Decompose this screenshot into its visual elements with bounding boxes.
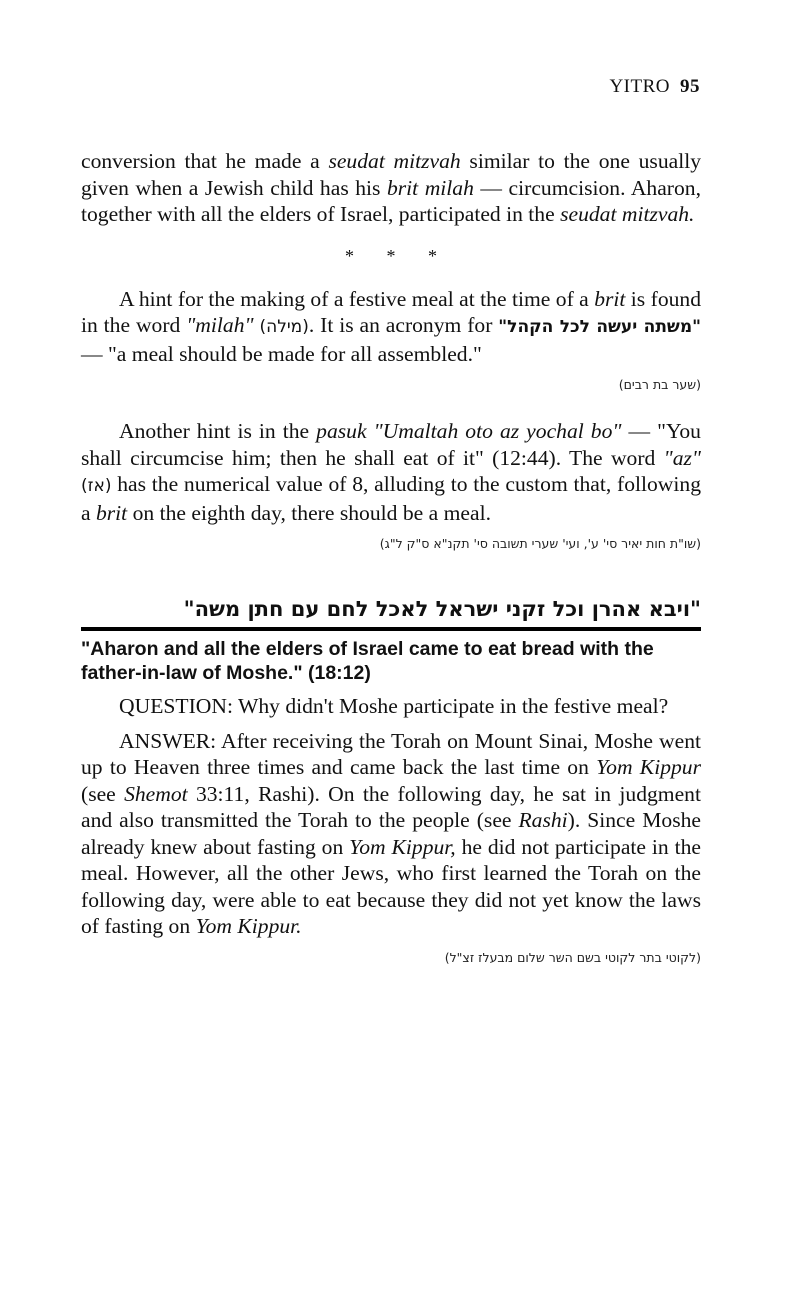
heading-rule: [81, 627, 701, 631]
paragraph-answer: [81, 728, 701, 940]
para2-italic-2: "milah": [186, 313, 254, 337]
page-number: 95: [680, 76, 700, 97]
para1-text-3: — circumcision. Aharon, together with all the elders of Israel, participated in the: [81, 175, 701, 226]
paragraph-conversion: [81, 148, 701, 228]
answer-italic-3: Rashi: [518, 808, 568, 832]
para2-text-1: A hint for the making of a festive meal at the time of a: [119, 286, 595, 311]
hebrew-acronym: "משתה יעשה לכל הקהל": [498, 317, 701, 337]
para3-italic-4: brit: [95, 500, 128, 525]
paragraph-milah-hint: [81, 286, 701, 368]
answer-italic-4: Yom Kippur,: [349, 834, 456, 859]
para3-text-3: — "You shall circumcise him; then he shall eat of it" (12:44). The word: [81, 419, 701, 470]
paragraph-az-hint: [81, 418, 701, 526]
source-citation-2: (שו"ת חות יאיר סי' ע', ועי' שערי תשובה סי' תקנ"א ס"ק ל"ג): [379, 536, 701, 551]
answer-italic-2: Shemot: [124, 781, 188, 806]
para3-text-6: on the eighth day, there should be a meal.: [127, 500, 491, 525]
answer-italic-5: Yom Kippur.: [195, 914, 302, 938]
para2-text-2: is found in the word: [81, 286, 702, 337]
section-heading-hebrew: "ויבא אהרן וכל זקני ישראל לאכל לחם עם חתן משה": [183, 597, 701, 621]
source-citation-3: (לקוטי בתר לקוטי בשם השר שלום מבעלז זצ"ל): [444, 949, 701, 965]
hebrew-az: (אז): [81, 476, 112, 496]
section-heading-english: "Aharon and all the elders of Israel came to eat bread with the father-in-law of Moshe." (18:12): [81, 638, 654, 684]
para2-text-5: — "a meal should be made for all assembled.": [81, 341, 482, 366]
section-separator: * * *: [345, 245, 451, 266]
para1-italic-2: brit milah: [386, 175, 474, 200]
hebrew-milah: (מילה): [259, 317, 309, 337]
source-citation-1: (שער בת רבים): [618, 377, 701, 392]
running-header-title: YITRO: [609, 76, 670, 97]
answer-text-5: he did not participate in the meal. However, all the other Jews, who first learned the Torah on the following day, were able to eat because they did not yet know the laws of fasting on: [81, 834, 701, 938]
para1-text-2: similar to the one usually given when a Jewish child has his: [81, 149, 702, 200]
answer-text-4: ). Since Moshe already knew about fasting on: [81, 808, 701, 859]
para1-italic-1: seudat mitzvah: [328, 149, 461, 173]
para3-text-2: [367, 419, 374, 443]
answer-text-3: 33:11, Rashi). On the following day, he sat in judgment and also transmitted the Torah to the people (see: [81, 781, 701, 832]
answer-text-1: ANSWER: After receiving the Torah on Mount Sinai, Moshe went up to Heaven three times and came back the last time on: [81, 728, 701, 779]
answer-text-2: (see: [81, 781, 125, 806]
para3-italic-3: "az": [663, 445, 701, 470]
running-header: [609, 76, 700, 98]
paragraph-question: QUESTION: Why didn't Moshe participate in the festive meal?: [119, 694, 669, 718]
para3-italic-1: pasuk: [316, 419, 367, 443]
answer-italic-1: Yom Kippur: [596, 755, 701, 779]
para1-text-1: conversion that he made a: [81, 149, 329, 173]
para2-text-4: . It is an acronym for: [308, 313, 499, 337]
page-content: [81, 148, 701, 965]
para3-text-5: has the numerical value of 8, alluding to the custom that, following a: [81, 472, 701, 525]
para3-italic-2: "Umaltah oto az yochal bo": [373, 419, 622, 443]
para2-italic-1: brit: [594, 286, 626, 311]
para1-italic-3: seudat mitzvah.: [560, 202, 695, 226]
para3-text-1: Another hint is in the: [119, 419, 317, 443]
